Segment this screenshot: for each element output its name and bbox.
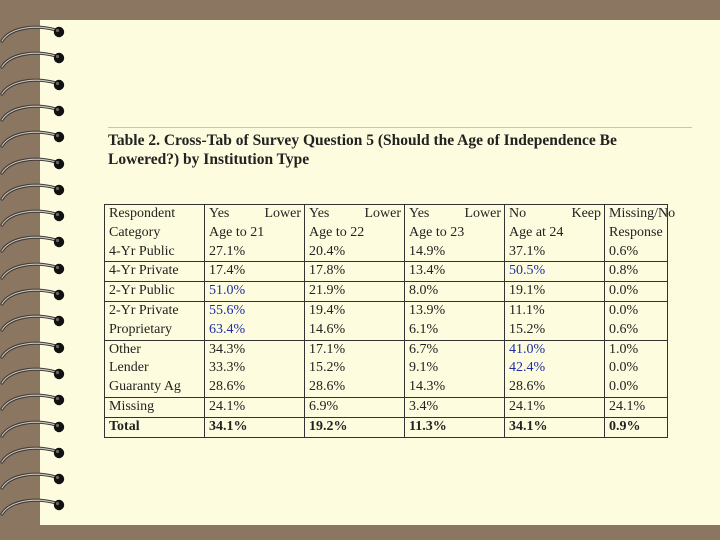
table-cell: 27.1% bbox=[205, 243, 305, 262]
table-cell: 0.9% bbox=[605, 417, 668, 437]
table-cell: 19.4% bbox=[305, 301, 405, 320]
row-category: Total bbox=[105, 417, 205, 437]
header-row bbox=[105, 224, 668, 243]
header-cell: Age at 24 bbox=[505, 224, 605, 243]
table-cell: 15.2% bbox=[305, 359, 405, 378]
table-row bbox=[105, 243, 668, 262]
table-cell: 19.1% bbox=[505, 282, 605, 302]
header-cell: Missing/No bbox=[605, 205, 668, 224]
header-cell: Response bbox=[605, 224, 668, 243]
table-cell: 63.4% bbox=[205, 321, 305, 340]
table-cell: 15.2% bbox=[505, 321, 605, 340]
row-category: 2-Yr Private bbox=[105, 301, 205, 320]
table-cell: 34.1% bbox=[205, 417, 305, 437]
table-cell: 6.7% bbox=[405, 340, 505, 359]
table-cell: 51.0% bbox=[205, 282, 305, 302]
spiral-coil bbox=[0, 75, 75, 99]
table-cell: 34.3% bbox=[205, 340, 305, 359]
table-cell: 17.8% bbox=[305, 262, 405, 282]
title-rule bbox=[108, 127, 692, 128]
table-cell: 19.2% bbox=[305, 417, 405, 437]
spiral-coil bbox=[0, 469, 75, 493]
spiral-coil bbox=[0, 259, 75, 283]
spiral-coil bbox=[0, 417, 75, 441]
table-cell: 24.1% bbox=[605, 397, 668, 417]
spiral-coil bbox=[0, 364, 75, 388]
table-cell: 28.6% bbox=[205, 378, 305, 397]
table-row bbox=[105, 282, 668, 302]
table-cell: 11.1% bbox=[505, 301, 605, 320]
table-cell: 28.6% bbox=[305, 378, 405, 397]
header-cell: Age to 21 bbox=[205, 224, 305, 243]
table-cell: 24.1% bbox=[505, 397, 605, 417]
header-cell: Age to 22 bbox=[305, 224, 405, 243]
spiral-coil bbox=[0, 180, 75, 204]
row-category: Lender bbox=[105, 359, 205, 378]
table-cell: 55.6% bbox=[205, 301, 305, 320]
row-category: Missing bbox=[105, 397, 205, 417]
table-row bbox=[105, 378, 668, 397]
spiral-coil bbox=[0, 127, 75, 151]
table-cell: 0.0% bbox=[605, 359, 668, 378]
row-category: Proprietary bbox=[105, 321, 205, 340]
table-cell: 9.1% bbox=[405, 359, 505, 378]
row-category: Guaranty Ag bbox=[105, 378, 205, 397]
table-cell: 6.9% bbox=[305, 397, 405, 417]
header-cell: Respondent bbox=[105, 205, 205, 224]
table-row bbox=[105, 321, 668, 340]
table-cell: 14.6% bbox=[305, 321, 405, 340]
spiral-coil bbox=[0, 22, 75, 46]
header-cell: Yes Lower bbox=[305, 205, 405, 224]
header-cell: Category bbox=[105, 224, 205, 243]
table-row bbox=[105, 417, 668, 437]
table-cell: 0.0% bbox=[605, 378, 668, 397]
table-cell: 33.3% bbox=[205, 359, 305, 378]
table-cell: 20.4% bbox=[305, 243, 405, 262]
table-cell: 24.1% bbox=[205, 397, 305, 417]
spiral-coil bbox=[0, 311, 75, 335]
table-cell: 28.6% bbox=[505, 378, 605, 397]
table-cell: 8.0% bbox=[405, 282, 505, 302]
spiral-coil bbox=[0, 48, 75, 72]
table-cell: 0.6% bbox=[605, 243, 668, 262]
row-category: 4-Yr Private bbox=[105, 262, 205, 282]
table-cell: 17.4% bbox=[205, 262, 305, 282]
row-category: 2-Yr Public bbox=[105, 282, 205, 302]
table-cell: 3.4% bbox=[405, 397, 505, 417]
spiral-coil bbox=[0, 154, 75, 178]
header-row bbox=[105, 205, 668, 224]
table-cell: 13.4% bbox=[405, 262, 505, 282]
table-cell: 41.0% bbox=[505, 340, 605, 359]
table-cell: 1.0% bbox=[605, 340, 668, 359]
table-cell: 0.6% bbox=[605, 321, 668, 340]
header-cell: Yes Lower bbox=[405, 205, 505, 224]
header-cell: Age to 23 bbox=[405, 224, 505, 243]
table-cell: 13.9% bbox=[405, 301, 505, 320]
table-cell: 14.9% bbox=[405, 243, 505, 262]
table-cell: 6.1% bbox=[405, 321, 505, 340]
table-cell: 0.0% bbox=[605, 282, 668, 302]
table-cell: 21.9% bbox=[305, 282, 405, 302]
spiral-coil bbox=[0, 338, 75, 362]
spiral-coil bbox=[0, 101, 75, 125]
table-cell: 0.0% bbox=[605, 301, 668, 320]
table-row bbox=[105, 340, 668, 359]
row-category: Other bbox=[105, 340, 205, 359]
table-row bbox=[105, 397, 668, 417]
spiral-coil bbox=[0, 206, 75, 230]
table-cell: 37.1% bbox=[505, 243, 605, 262]
table-cell: 17.1% bbox=[305, 340, 405, 359]
spiral-coil bbox=[0, 232, 75, 256]
row-category: 4-Yr Public bbox=[105, 243, 205, 262]
table-cell: 11.3% bbox=[405, 417, 505, 437]
cross-tab-table bbox=[104, 204, 676, 438]
header-cell: Yes Lower bbox=[205, 205, 305, 224]
table-cell: 34.1% bbox=[505, 417, 605, 437]
table-row bbox=[105, 359, 668, 378]
spiral-coil bbox=[0, 495, 75, 519]
spiral-coil bbox=[0, 443, 75, 467]
table-cell: 50.5% bbox=[505, 262, 605, 282]
spiral-coil bbox=[0, 285, 75, 309]
header-cell: No Keep bbox=[505, 205, 605, 224]
table-cell: 42.4% bbox=[505, 359, 605, 378]
table-cell: 0.8% bbox=[605, 262, 668, 282]
table-row bbox=[105, 301, 668, 320]
table-title: Table 2. Cross-Tab of Survey Question 5 (Should the Age of Independence Be Lowered?) by Institution Type bbox=[108, 132, 617, 168]
table-cell: 14.3% bbox=[405, 378, 505, 397]
spiral-coil bbox=[0, 390, 75, 414]
table-row bbox=[105, 262, 668, 282]
